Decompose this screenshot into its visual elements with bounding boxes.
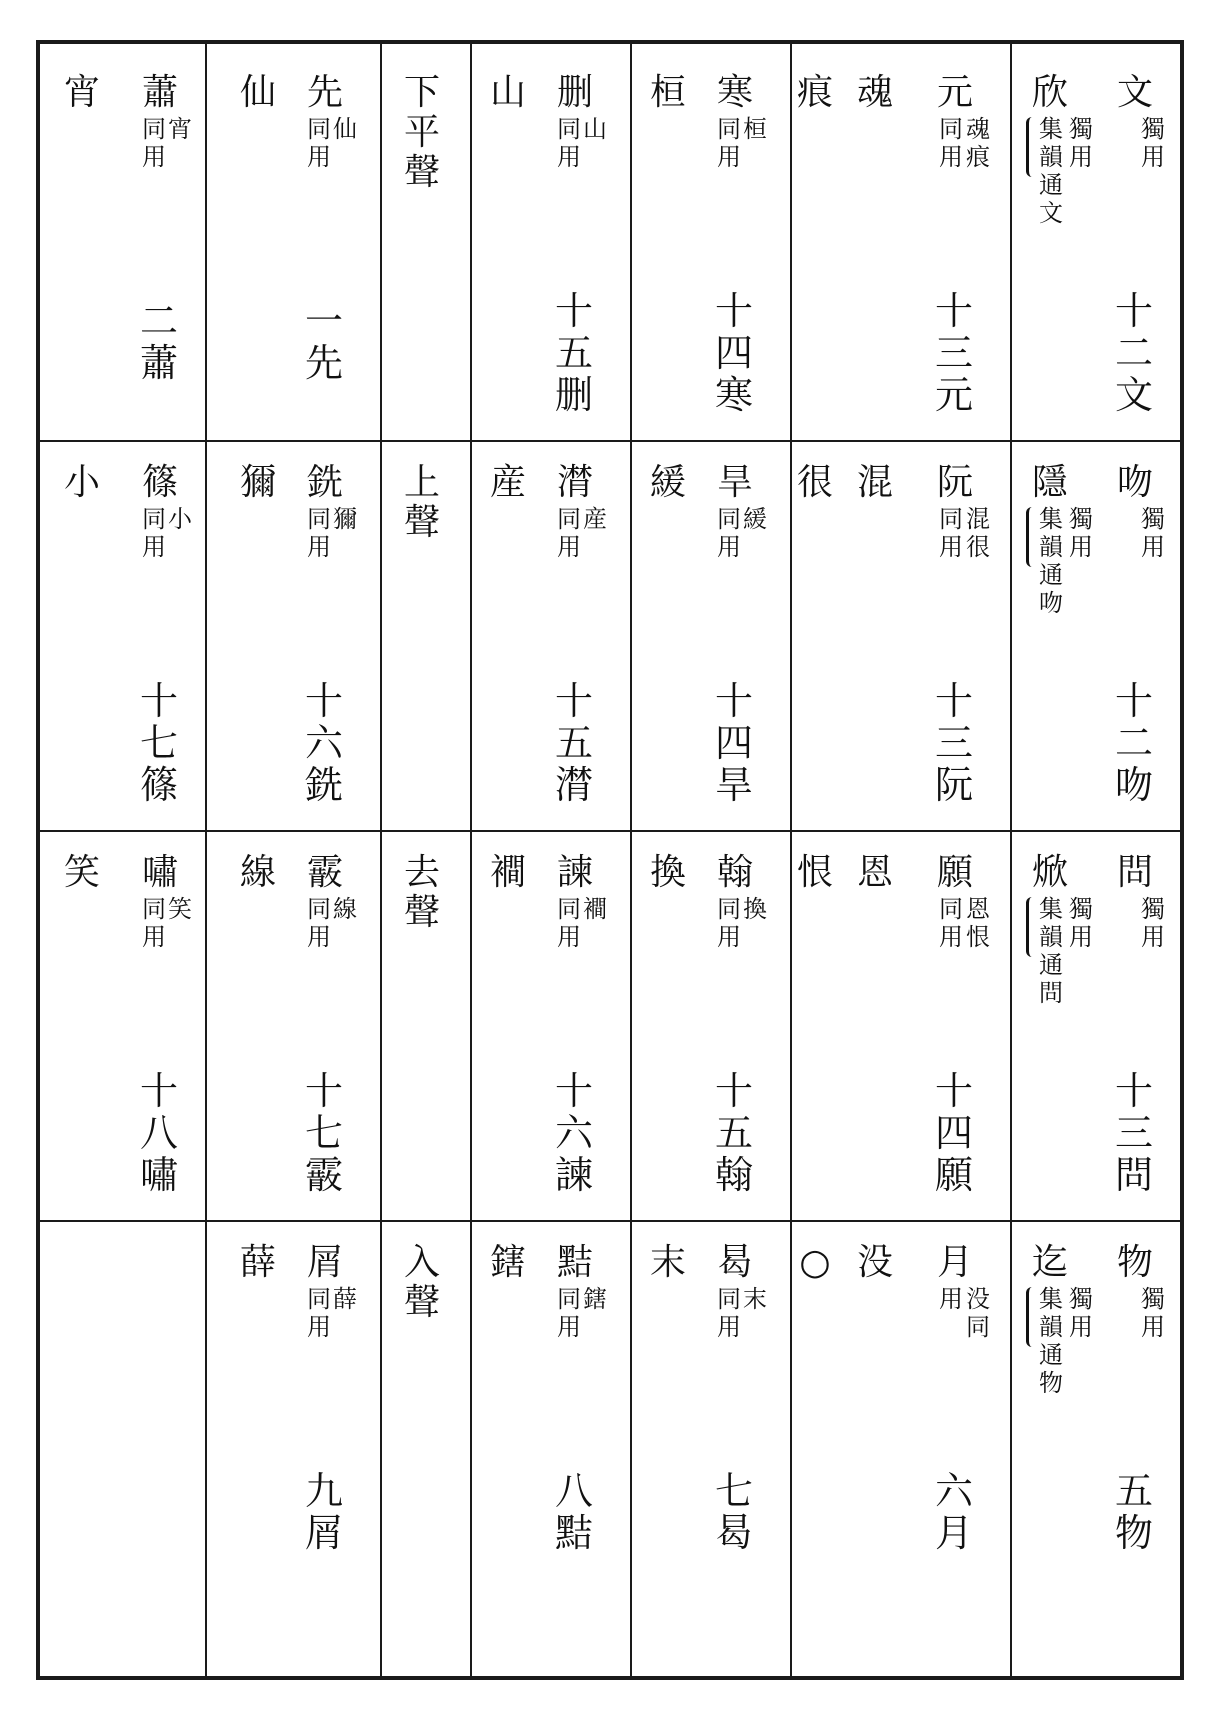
row-rule <box>792 830 1010 832</box>
row-rule <box>40 440 205 442</box>
rhyme-head: 仙 <box>239 72 276 113</box>
rhyme-number: 十 三 阮 <box>934 679 973 807</box>
usage-note: 同 用 <box>939 895 963 951</box>
rhyme-head: 襇 <box>489 852 526 893</box>
row-rule <box>40 40 1180 44</box>
usage-note: 獨 用 <box>1141 1285 1165 1341</box>
rhyme-head: 嘯 <box>141 852 178 893</box>
usage-note: 集 韻 通 物 <box>1039 1285 1063 1397</box>
rhyme-head: 問 <box>1116 852 1153 893</box>
rhyme-number: 十 五 翰 <box>714 1069 753 1197</box>
row-rule <box>40 830 205 832</box>
row-rule <box>792 440 1010 442</box>
rhyme-number: 八 黠 <box>554 1469 593 1555</box>
row-rule <box>472 1220 630 1222</box>
rhyme-head: 曷 <box>716 1242 753 1283</box>
column-rule <box>630 44 632 1676</box>
rhyme-number: 十 四 願 <box>934 1069 973 1197</box>
usage-note: 同 用 <box>717 115 741 171</box>
rhyme-head: 恨 <box>796 852 833 893</box>
rhyme-number: 十 二 文 <box>1114 289 1153 417</box>
usage-note: 桓 <box>743 115 767 143</box>
row-rule <box>36 1676 1184 1680</box>
rhyme-head: 魂 <box>856 72 893 113</box>
rhyme-head: 銑 <box>306 462 343 503</box>
rhyme-head: 吻 <box>1116 462 1153 503</box>
tone-header: 去 聲 <box>403 852 440 933</box>
rhyme-head: 文 <box>1116 72 1153 113</box>
usage-note: 獨 用 <box>1141 505 1165 561</box>
row-rule <box>632 830 790 832</box>
usage-note: 線 <box>333 895 357 923</box>
row-rule <box>40 1220 205 1222</box>
rhyme-head: 阮 <box>936 462 973 503</box>
column-rule <box>470 44 472 1676</box>
rhyme-head: 物 <box>1116 1242 1153 1283</box>
rhyme-number: 九 屑 <box>304 1469 343 1555</box>
usage-note: 襇 <box>583 895 607 923</box>
rhyme-head: 蕭 <box>141 72 178 113</box>
usage-note: 混 很 <box>966 505 990 561</box>
row-rule <box>1012 440 1180 442</box>
row-rule <box>792 1220 1010 1222</box>
usage-note: 集 韻 通 問 <box>1039 895 1063 1007</box>
usage-note: 同 用 <box>717 505 741 561</box>
column-rule <box>790 44 792 1676</box>
rhyme-head: 隱 <box>1031 462 1068 503</box>
rhyme-number: 一 先 <box>304 299 343 385</box>
usage-note: 同 用 <box>557 115 581 171</box>
row-rule <box>382 440 470 442</box>
usage-note: 集 韻 通 吻 <box>1039 505 1063 617</box>
row-rule <box>207 1220 380 1222</box>
rhyme-number: 十 八 嘯 <box>139 1069 178 1197</box>
rhyme-head: 翰 <box>716 852 753 893</box>
row-rule <box>207 830 380 832</box>
wavy-underline <box>1026 1287 1039 1347</box>
usage-note: 緩 <box>743 505 767 533</box>
tone-header: 入 聲 <box>403 1242 440 1323</box>
usage-note: 山 <box>583 115 607 143</box>
usage-note: 同 用 <box>717 895 741 951</box>
rhyme-head: 鎋 <box>489 1242 526 1283</box>
usage-note: 用 <box>939 1285 963 1313</box>
rhyme-head: 笑 <box>63 852 100 893</box>
usage-note: 獨 用 <box>1069 115 1093 171</box>
usage-note: 換 <box>743 895 767 923</box>
usage-note: 小 <box>168 505 192 533</box>
rhyme-head: 恩 <box>856 852 893 893</box>
wavy-underline <box>1026 897 1039 957</box>
usage-note: 末 <box>743 1285 767 1313</box>
column-rule <box>1180 40 1184 1680</box>
rhyme-head: 篠 <box>141 462 178 503</box>
row-rule <box>1012 830 1180 832</box>
usage-note: 同 用 <box>142 115 166 171</box>
rhyme-head: 潸 <box>556 462 593 503</box>
usage-note: 同 用 <box>307 115 331 171</box>
usage-note: 同 用 <box>142 895 166 951</box>
rhyme-number: 二 蕭 <box>139 299 178 385</box>
usage-note: 同 用 <box>939 115 963 171</box>
rhyme-head: 薛 <box>239 1242 276 1283</box>
rhyme-head: 線 <box>239 852 276 893</box>
usage-note: 同 用 <box>939 505 963 561</box>
rhyme-head: 屑 <box>306 1242 343 1283</box>
rhyme-head: 旱 <box>716 462 753 503</box>
wavy-underline <box>1026 117 1039 177</box>
usage-note: 獨 用 <box>1069 505 1093 561</box>
usage-note: 同 用 <box>557 1285 581 1341</box>
rhyme-number: 十 七 篠 <box>139 679 178 807</box>
rhyme-number: 五 物 <box>1114 1469 1153 1555</box>
rhyme-head: 寒 <box>716 72 753 113</box>
row-rule <box>632 440 790 442</box>
rhyme-head: 混 <box>856 462 893 503</box>
rhyme-head: 末 <box>649 1242 686 1283</box>
row-rule <box>472 830 630 832</box>
rhyme-number: 十 三 問 <box>1114 1069 1153 1197</box>
usage-note: 宵 <box>168 115 192 143</box>
usage-note: 同 用 <box>142 505 166 561</box>
rhyme-head: 産 <box>489 462 526 503</box>
usage-note: 産 <box>583 505 607 533</box>
rhyme-head: 黠 <box>556 1242 593 1283</box>
usage-note: 同 用 <box>717 1285 741 1341</box>
usage-note: 同 用 <box>307 895 331 951</box>
column-rule <box>205 44 207 1676</box>
rhyme-head: 迄 <box>1031 1242 1068 1283</box>
rhyme-head: 桓 <box>649 72 686 113</box>
column-rule <box>1010 44 1012 1676</box>
rhyme-head: 没 <box>856 1242 893 1283</box>
rhyme-head: 删 <box>556 72 593 113</box>
usage-note: 没 同 <box>966 1285 990 1341</box>
rhyme-head: 欣 <box>1031 72 1068 113</box>
wavy-underline <box>1026 507 1039 567</box>
rhyme-head: 月 <box>936 1242 973 1283</box>
usage-note: 仙 <box>333 115 357 143</box>
rhyme-number: 十 七 霰 <box>304 1069 343 1197</box>
usage-note: 鎋 <box>583 1285 607 1313</box>
rhyme-head: 元 <box>936 72 973 113</box>
row-rule <box>632 1220 790 1222</box>
rhyme-number: 六 月 <box>934 1469 973 1555</box>
rhyme-head: 宵 <box>63 72 100 113</box>
usage-note: 獨 用 <box>1141 895 1165 951</box>
column-rule <box>36 40 40 1680</box>
row-rule <box>382 830 470 832</box>
row-rule <box>1012 1220 1180 1222</box>
rhyme-number: 十 五 删 <box>554 289 593 417</box>
rhyme-head: 焮 <box>1031 852 1068 893</box>
usage-note: 同 用 <box>557 505 581 561</box>
rhyme-head: ○ <box>799 1242 831 1283</box>
rhyme-head: 痕 <box>796 72 833 113</box>
row-rule <box>382 1220 470 1222</box>
usage-note: 獮 <box>333 505 357 533</box>
rhyme-head: 很 <box>796 462 833 503</box>
rhyme-head: 諫 <box>556 852 593 893</box>
usage-note: 魂 痕 <box>966 115 990 171</box>
rhyme-head: 小 <box>63 462 100 503</box>
tone-header: 上 聲 <box>403 462 440 543</box>
rhyme-head: 願 <box>936 852 973 893</box>
rhyme-number: 七 曷 <box>714 1469 753 1555</box>
usage-note: 恩 恨 <box>966 895 990 951</box>
rhyme-head: 先 <box>306 72 343 113</box>
rhyme-head: 霰 <box>306 852 343 893</box>
rhyme-head: 山 <box>489 72 526 113</box>
rhyme-number: 十 六 諫 <box>554 1069 593 1197</box>
rhyme-number: 十 五 潸 <box>554 679 593 807</box>
usage-note: 同 用 <box>557 895 581 951</box>
usage-note: 集 韻 通 文 <box>1039 115 1063 227</box>
usage-note: 獨 用 <box>1141 115 1165 171</box>
usage-note: 同 用 <box>307 1285 331 1341</box>
usage-note: 同 用 <box>307 505 331 561</box>
rhyme-head: 獮 <box>239 462 276 503</box>
usage-note: 獨 用 <box>1069 895 1093 951</box>
tone-header: 下 平 聲 <box>403 72 440 193</box>
usage-note: 獨 用 <box>1069 1285 1093 1341</box>
rhyme-number: 十 六 銑 <box>304 679 343 807</box>
usage-note: 薛 <box>333 1285 357 1313</box>
row-rule <box>472 440 630 442</box>
rhyme-number: 十 四 旱 <box>714 679 753 807</box>
rhyme-number: 十 三 元 <box>934 289 973 417</box>
column-rule <box>380 44 382 1676</box>
rhyme-number: 十 四 寒 <box>714 289 753 417</box>
rhyme-head: 換 <box>649 852 686 893</box>
rhyme-number: 十 二 吻 <box>1114 679 1153 807</box>
rhyme-head: 緩 <box>649 462 686 503</box>
row-rule <box>207 440 380 442</box>
usage-note: 笑 <box>168 895 192 923</box>
